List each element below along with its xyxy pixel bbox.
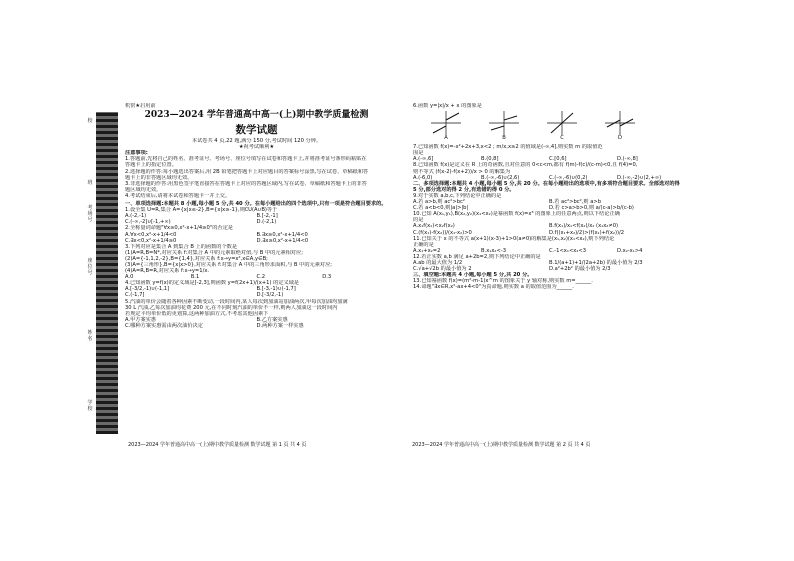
option-2c: C.∃x<0,x²-x+1/4≥0 — [125, 237, 177, 244]
option-8c: C.(-∞,-6)∪(0,2) — [549, 174, 588, 181]
question-6: 6.函数 y=|x|/x + x 的图象是 — [413, 103, 482, 109]
graph-d-label: D — [618, 135, 622, 142]
graph-b-plot — [489, 111, 519, 135]
exam-info: 本试卷共 4 页,22 题,满分 150 分,考试时间 120 分钟。 — [191, 138, 322, 145]
note-line: 题区域均无效。 — [125, 186, 162, 193]
question-10: 10.已知 A(x₁,y₁),B(x₂,y₂)(x₁<x₂)是幂函数 f(x)=x³ 的图象上的任意两点,则以下结论正确 — [413, 211, 620, 218]
question-12: 12.若正实数 a,b 满足 a+2b=2,则下列结论中正确的是 — [413, 253, 541, 260]
question-11-cont: 正确的是 — [413, 241, 434, 248]
option-9a: A.若 a>b,则 ac²>bc² — [413, 199, 465, 206]
side-label-4: 座位号 — [87, 258, 93, 276]
note-line: 题卡上的非答题区域均无效。 — [125, 174, 193, 181]
question-14: 14.命题"∃x∈R,x²-ax+4<0"为真命题,则实数 a 的取值范围为______. — [413, 284, 574, 291]
option-3d: D.3 — [322, 274, 332, 281]
question-5: 5.汽油的单价会随着各种因素不断变动,一段时间内,某人每次到加油站加油两次,甲每次加油均加满 — [125, 298, 348, 305]
side-label-5: 姓名 — [87, 330, 93, 342]
binding-strip — [96, 112, 118, 434]
option-7b: B.(0,8] — [481, 156, 499, 163]
section-2-heading: 二、多项选择题:本题共 4 小题,每小题 5 分,共 20 分。在每小题给出的选项中,有多项符合题目要求。全部选对的得 5 分,部分选对的得 2 分,有选错的得 0 分。 — [413, 180, 680, 193]
option-10b: B.f(x₁)/x₁<f(x₂)/x₂ (x₁x₂≠0) — [549, 223, 619, 230]
section-1-heading: 一、单项选择题:本题共 8 小题,每小题 5 分,共 40 分。在每小题给出的四个选项中,只有一项是符合题目要求的。 — [125, 201, 387, 208]
option-12c: C.√a+√2b 的最小值为 2 — [413, 266, 472, 273]
question-13: 13.已知幂函数 f(x)=(m²-m-1)x^m 的图象关于 y 轴对称,则实数 m=______. — [413, 278, 593, 285]
option-1d: D.(-2,1) — [256, 219, 277, 226]
option-12a: A.ab 的最大值为 1/2 — [413, 259, 463, 266]
question-2: 2.全称量词命题"∀x≥0,x²-x+1/4≥0"的否定是 — [125, 225, 233, 232]
option-8a: A.(-6,0) — [413, 174, 433, 181]
graph-d — [605, 111, 635, 141]
side-label-6: 学校 — [87, 400, 93, 412]
confidential-header: 机密★启用前 — [125, 103, 156, 109]
graph-a-label: A — [444, 135, 448, 142]
option-5c: C.哪种方案实惠需由两次油价决定 — [125, 322, 203, 329]
question-8-cont: 则不等式 (f(x-2)-f(x+2))/x > 0 的解集为 — [413, 168, 511, 175]
question-5-cont: 30 L 汽油,乙每次加油均花费 200 元,在不同时刻汽油的单价不一样,则两人加油这一段时间内 — [125, 304, 338, 311]
option-9b: B.若 ac²>bc²,则 a>b — [549, 199, 602, 206]
section-3-heading: 三、填空题:本题共 4 小题,每小题 5 分,共 20 分。 — [413, 272, 533, 279]
option-7d: D.(-∞,8] — [617, 156, 638, 163]
right-page — [413, 103, 685, 290]
left-page — [125, 103, 388, 329]
graph-b-label: B — [502, 135, 506, 142]
graph-c — [547, 111, 577, 141]
option-5b: B.乙方案实惠 — [256, 316, 288, 323]
option-7c: C.[0,6] — [549, 156, 567, 163]
question-4: 4.已知函数 y=f(x)的定义域是[-2,3],则函数 y=f(2x+1)/(x+1) 的定义域是 — [125, 280, 300, 287]
option-10d: D.f((x₁+x₂)/2)>(f(x₁)+f(x₂))/2 — [549, 229, 625, 236]
option-3a: A.0 — [125, 274, 134, 281]
graph-a — [431, 111, 461, 141]
option-3c: C.2 — [256, 274, 266, 281]
option-7a: A.(-∞,6] — [413, 156, 434, 163]
note-line: 答题卡上的指定位置。 — [125, 162, 177, 169]
question-7: 7.已知函数 f(x)=-x²+2x+3,x<2 ; m/x,x≥2 的值域是(-∞,4],则实数 m 的取值范 — [413, 144, 603, 151]
option-1c: C.(-∞,-2]∪[-1,+∞) — [125, 219, 171, 226]
left-page-footer: 2023—2024 学年普通高中高一(上)期中教学质量检测 数学试题 第 1 页 共 4 页 — [128, 442, 307, 448]
option-11a: A.x₁+x₂=2 — [413, 247, 441, 254]
graph-d-plot — [605, 111, 635, 135]
option-9c: C.若 a<b<0,则|a|>|b| — [413, 205, 469, 212]
right-page-footer: 2023—2024 学年普通高中高一(上)期中教学质量检测 数学试题 第 2 页 共 4 页 — [412, 442, 591, 448]
question-5-cont: 若规定平均单价低的更划算,这两种加油方式,不考虑其他因素下 — [125, 310, 269, 317]
note-line: 2.选择题的作答:每小题选出答案后,用 2B 铅笔把答题卡上对应题目的答案标号涂黑,写在试卷、草稿纸和答 — [125, 168, 369, 175]
side-label-1: 校 — [87, 118, 93, 124]
option-10a: A.x₁f(x₁)<x₂f(x₂) — [413, 223, 455, 230]
option-4c: C.(-1,7] — [125, 292, 145, 299]
question-9: 9.对于实数 a,b,c,下列结论中正确的是 — [413, 192, 502, 199]
graph-c-label: C — [560, 135, 564, 142]
question-3: 3.下列对应是集合 A 到集合 B 上的函数的个数是 — [125, 243, 238, 250]
q6-graphs — [431, 111, 685, 141]
note-line: 1.答题前,先将自己的姓名、准考证号、考场号、座位号填写在试卷和答题卡上,并将准考证号条形码粘贴在 — [125, 156, 367, 163]
option-8d: D.(-∞,-2)∪(2,+∞) — [617, 174, 662, 181]
question-3-item: (2)A={-1,1,2,-2},B={1,4},对应关系 f:x→y=x²,x∈A,y∈B; — [125, 255, 268, 262]
graph-b — [489, 111, 519, 141]
exam-title: 2023—2024 学年普通高中高一(上)期中教学质量检测 — [144, 110, 369, 121]
option-1b: B.[-2,-1] — [256, 213, 278, 220]
question-3-item: (3)A={三角形},B={x|x>0},对应关系 f:对集合 A 中的三角形求面积,与 B 中的元素对应; — [125, 261, 333, 268]
option-2b: B.∃x≥0,x²-x+1/4<0 — [256, 231, 308, 238]
question-3-item: (4)A=R,B=R,对应关系 f:x→y=1/x. — [125, 268, 210, 275]
question-1: 1.设全集 U=R,集合 A={x|x≤-2},B={x|x≥-1},则∁U(A∪B)等于 — [125, 207, 278, 214]
graph-c-plot — [547, 111, 577, 135]
option-9d: D.若 c>a>b>0,则 a/(c-a)>b/(c-b) — [549, 205, 634, 212]
option-4b: B.[-3,-1)∪(-1,7] — [256, 286, 296, 293]
option-12b: B.1/(a+1)+1/(2a+2b) 的最小值为 2/3 — [549, 259, 643, 266]
option-5d: D.两种方案一样实惠 — [256, 322, 304, 329]
side-label-2: 班 — [87, 180, 93, 186]
subject-title: 数学试题 — [235, 124, 278, 137]
option-5a: A.甲方案实惠 — [125, 316, 157, 323]
good-luck-line: ★祝考试顺利★ — [238, 144, 275, 151]
question-7-cont: 围是 — [413, 150, 424, 157]
option-11d: D.x₂-x₁>4 — [617, 247, 643, 254]
question-10-cont: 的是 — [413, 217, 424, 224]
note-line: 4.考试结束后,请将本试卷和答题卡一并上交。 — [125, 192, 231, 199]
option-12d: D.a²+2b² 的最小值为 2/3 — [549, 266, 611, 273]
question-8: 8.已知函数 f(x)是定义在 R 上的奇函数,且对任意的 0<c<m,都有 f(m)-f(c)/(c-m)<0,且 f(4)=0, — [413, 162, 638, 169]
option-3b: B.1 — [190, 274, 200, 281]
graph-a-plot — [431, 111, 461, 135]
option-1a: A.(-2,-1) — [125, 213, 147, 220]
question-11: 11.已知关于 x 的不等式 a(x+1)(x-3)+1>0(a≠0)的解集是(x₁,x₂)(x₁<x₂),则下列结论 — [413, 235, 615, 242]
option-8b: B.(-∞,-6)∪(2,6) — [481, 174, 520, 181]
question-3-item: (1)A=R,B=N*,对应关系 f:对集合 A 中的元素取绝对值,与 B 中的元素相对应; — [125, 249, 303, 256]
option-4d: D.[-3/2,-1) — [256, 292, 284, 299]
option-4a: A.[-3/2,-1)∪(-1,1] — [125, 286, 170, 293]
option-2a: A.∀x<0,x²-x+1/4<0 — [125, 231, 177, 238]
option-2d: D.∃x≥0,x²-x+1/4<0 — [256, 237, 309, 244]
notes-heading: 注意事项: — [125, 150, 148, 157]
option-10c: C.(f(x₁)-f(x₂))/(x₁-x₂)>0 — [413, 229, 472, 236]
side-label-3: 考场号 — [87, 205, 93, 223]
option-11b: B.x₁x₂<-3 — [481, 247, 507, 254]
note-line: 3.非选择题的作答:用黑色签字笔直接答在答题卡上对应的答题区域内,写在试卷、草稿纸和答题卡上的非答 — [125, 180, 367, 187]
option-11c: C.-1<x₁<x₂<3 — [549, 247, 587, 254]
